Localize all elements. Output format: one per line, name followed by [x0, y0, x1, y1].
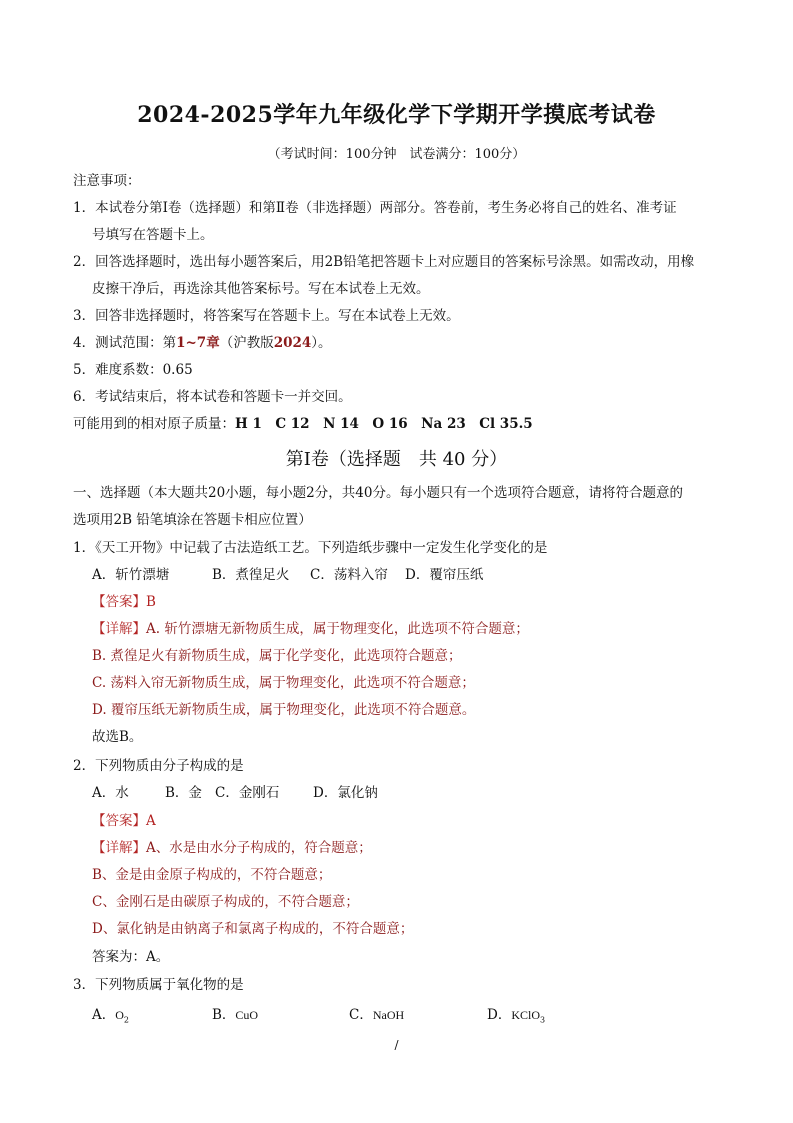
note-number: 6．: [73, 389, 96, 405]
note-text: 本试卷分第Ⅰ卷（选择题）和第Ⅱ卷（非选择题）两部分。答卷前，考生务必将自己的姓名、准考证: [95, 200, 677, 216]
page-footer: /: [394, 1038, 399, 1052]
question-3-options: [92, 1006, 545, 1030]
detail-line: B、金是由金原子构成的，不符合题意；: [92, 867, 332, 883]
section-instructions: 一、选择题（本大题共20小题，每小题2分，共40分。每小题只有一个选项符合题意，请将符合题意的: [73, 485, 683, 501]
note-text: 考试结束后，将本试卷和答题卡一并交回。: [95, 389, 352, 405]
question-1-options: [92, 566, 483, 584]
option-c: C．荡料入帘: [310, 567, 388, 583]
detail-line: D、氯化钠是由钠离子和氯离子构成的，不符合题意；: [92, 921, 414, 937]
formula-subscript: 2: [123, 1015, 130, 1025]
note-number: 1．: [73, 200, 96, 216]
section-instructions-cont: 选项用2B 铅笔填涂在答题卡相应位置）: [73, 512, 312, 528]
option-a: [92, 1006, 212, 1030]
note-text: （沪教版: [219, 335, 274, 351]
section-title: 第Ⅰ卷（选择题 共 40 分）: [285, 449, 508, 470]
option-c: C．金刚石: [215, 785, 280, 801]
formula: O: [115, 1008, 124, 1022]
option-a: A．斩竹漂塘: [92, 567, 170, 583]
question-1-answer: [92, 593, 156, 611]
answer-label: 【答案】: [92, 594, 146, 610]
note-text: 回答选择题时，选出每小题答案后，用2B铅笔把答题卡上对应题目的答案标号涂黑。如需改动，用橡: [95, 254, 695, 270]
formula-subscript: 3: [540, 1015, 546, 1025]
question-1-stem: 1．《天工开物》中记载了古法造纸工艺。下列造纸步骤中一定发生化学变化的是: [73, 540, 548, 556]
note-3: [73, 307, 460, 325]
formula: CuO: [235, 1008, 259, 1022]
option-b: B．煮徨足火: [212, 567, 290, 583]
note-2-cont: 皮擦干净后，再选涂其他答案标号。写在本试卷上无效。: [92, 281, 430, 297]
option-d: D．覆帘压纸: [405, 567, 484, 583]
detail-label: 【详解】: [92, 840, 146, 856]
notes-heading: 注意事项：: [73, 173, 141, 189]
option-label: A．: [92, 1007, 116, 1023]
note-2: [73, 253, 694, 271]
note-text: 回答非选择题时，将答案写在答题卡上。写在本试卷上无效。: [95, 308, 460, 324]
answer-value: A: [146, 813, 156, 829]
atomic-mass-values: H 1 C 12 N 14 O 16 Na 23 Cl 35.5: [235, 416, 533, 432]
exam-info: （考试时间：100分钟 试卷满分：100分）: [267, 147, 526, 162]
page-title: 2024-2025学年九年级化学下学期开学摸底考试卷: [137, 102, 656, 128]
detail-line: C. 荡料入帘无新物质生成，属于物理变化，此选项不符合题意；: [92, 675, 475, 691]
note-text: ）。: [311, 335, 332, 351]
answer-label: 【答案】: [92, 813, 146, 829]
note-number: 3．: [73, 308, 96, 324]
conclusion: 故选B。: [92, 729, 143, 745]
note-number: 2．: [73, 254, 96, 270]
option-label: C．: [349, 1007, 373, 1023]
question-1-detail: [92, 620, 529, 638]
question-2-answer: [92, 812, 156, 830]
conclusion: 答案为：A。: [92, 949, 170, 965]
note-text: 难度系数：0.65: [95, 362, 193, 378]
option-d: D．氯化钠: [313, 785, 378, 801]
edition-year: 2024: [273, 335, 312, 351]
detail-line: A、水是由水分子构成的，符合题意；: [146, 840, 372, 856]
option-label: B．: [212, 1007, 236, 1023]
detail-line: B. 煮徨足火有新物质生成，属于化学变化，此选项符合题意；: [92, 648, 462, 664]
option-d: [487, 1006, 545, 1030]
detail-line: A. 斩竹漂塘无新物质生成，属于物理变化，此选项不符合题意；: [146, 621, 529, 637]
note-number: 5．: [73, 362, 96, 378]
question-2-options: [92, 784, 378, 802]
detail-line: D. 覆帘压纸无新物质生成，属于物理变化，此选项不符合题意。: [92, 702, 476, 718]
atomic-mass-label: 可能用到的相对原子质量：: [73, 416, 235, 432]
option-b: B．金: [165, 785, 202, 801]
formula: KClO: [511, 1008, 540, 1022]
note-5: [73, 361, 193, 379]
option-c: [349, 1006, 487, 1024]
detail-line: C、金刚石是由碳原子构成的，不符合题意；: [92, 894, 359, 910]
note-4: [73, 334, 332, 352]
detail-label: 【详解】: [92, 621, 146, 637]
formula: NaOH: [372, 1008, 405, 1022]
note-number: 4．: [73, 335, 96, 351]
atomic-mass: [73, 415, 533, 433]
option-label: D．: [487, 1007, 512, 1023]
question-2-stem: 2．下列物质由分子构成的是: [73, 758, 244, 774]
question-3-stem: 3．下列物质属于氧化物的是: [73, 977, 244, 993]
question-2-detail: [92, 839, 372, 857]
option-b: [212, 1006, 349, 1024]
note-1: [73, 199, 677, 217]
note-text: 测试范围：第: [95, 335, 177, 351]
option-a: A．水: [92, 785, 129, 801]
note-1-cont: 号填写在答题卡上。: [92, 227, 214, 243]
test-range: 1~7章: [176, 335, 220, 351]
note-6: [73, 388, 352, 406]
answer-value: B: [146, 594, 156, 610]
